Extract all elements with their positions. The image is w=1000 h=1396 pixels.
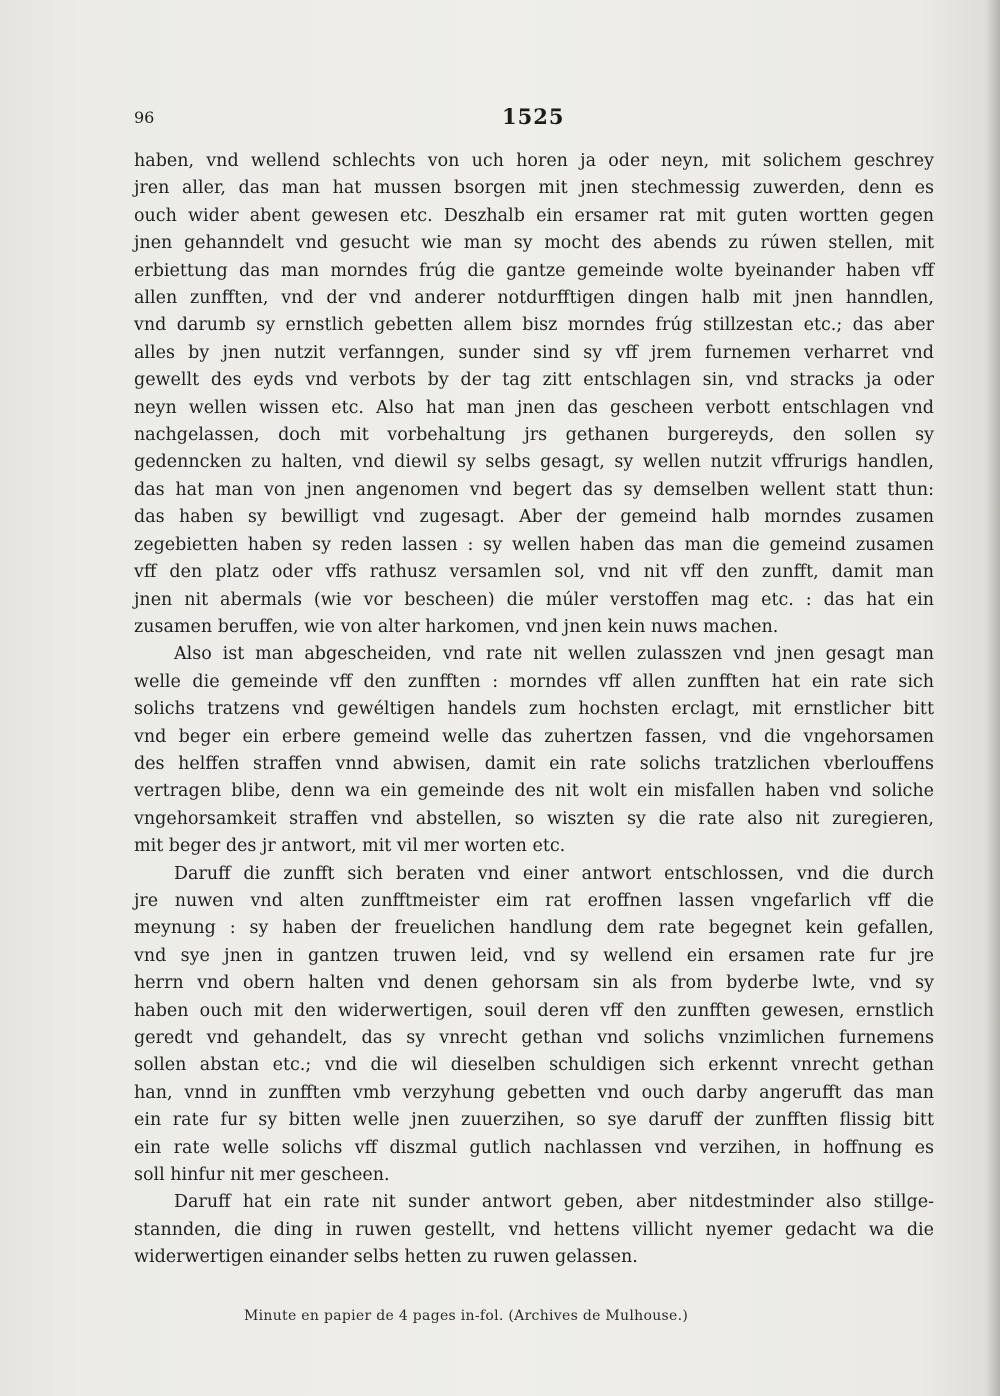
text-line: ein rate fur sy bitten welle jnen zuuerzihen, so sye daruff der zunfften flissig bitt (134, 1110, 934, 1131)
text-line: meynung : sy haben der freuelichen handlung dem rate begegnet kein gefallen, (134, 918, 934, 939)
text-line: jnen nit abermals (wie vor bescheen) die múler verstoffen mag etc. : das hat ein (134, 589, 934, 610)
text-line: soll hinfur nit mer gescheen. (134, 1165, 390, 1186)
text-line: gedenncken zu halten, vnd diewil sy selbs gesagt, sy wellen nutzit vffrurigs handlen, (134, 452, 934, 473)
text-line: vnd darumb sy ernstlich gebetten allem bisz morndes frúg stillzestan etc.; das aber (134, 315, 934, 336)
text-line: vnd sye jnen in gantzen truwen leid, vnd sy wellend ein ersamen rate fur jre (134, 945, 934, 966)
text-line: jren aller, das man hat mussen bsorgen mit jnen stechmessig zuwerden, denn es (134, 178, 934, 199)
text-line: das hat man von jnen angenomen vnd begert das sy demselben wellent statt thun: (134, 479, 934, 500)
text-line: stannden, die ding in ruwen gestellt, vnd hettens villicht nyemer gedacht wa die (134, 1219, 934, 1240)
text-line: Daruff die zunfft sich beraten vnd einer antwort entschlossen, vnd die durch (174, 863, 934, 884)
text-line: widerwertigen einander selbs hetten zu ruwen gelassen. (134, 1247, 638, 1268)
text-line: das haben sy bewilligt vnd zugesagt. Aber der gemeind halb morndes zusamen (134, 507, 934, 528)
text-line: Daruff hat ein rate nit sunder antwort geben, aber nitdestminder also stillge- (174, 1192, 934, 1213)
page-header (134, 104, 934, 134)
text-line: zusamen beruffen, wie von alter harkomen, vnd jnen kein nuws machen. (134, 616, 779, 637)
text-line: allen zunfften, vnd der vnd anderer notdurfftigen dingen halb mit jnen hanndlen, (134, 288, 934, 309)
text-line: erbiettung das man morndes frúg die gantze gemeinde wolte byeinander haben vff (134, 260, 934, 281)
body-text (134, 148, 934, 1272)
text-line: sollen abstan etc.; vnd die wil dieselben schuldigen sich erkennt vnrecht gethan (134, 1055, 934, 1076)
text-line: neyn wellen wissen etc. Also hat man jnen das gescheen verbott entschlagen vnd (134, 397, 934, 418)
text-line: han, vnnd in zunfften vmb verzyhung gebetten vnd ouch darby angerufft das man (134, 1082, 934, 1103)
text-line: vff den platz oder vffs rathusz versamlen sol, vnd nit vff den zunfft, damit man (134, 562, 934, 583)
text-line: geredt vnd gehandelt, das sy vnrecht gethan vnd solichs vnzimlichen furnemens (134, 1028, 934, 1048)
text-line: herrn vnd obern halten vnd denen gehorsam sin als from byderbe lwte, vnd sy (134, 973, 934, 994)
text-line: Also ist man abgescheiden, vnd rate nit wellen zulasszen vnd jnen gesagt man (174, 644, 934, 665)
text-line: nachgelassen, doch mit vorbehaltung jrs gethanen burgereyds, den sollen sy (134, 425, 934, 446)
text-line: haben ouch mit den widerwertigen, souil deren vff den zunfften gewesen, ernstlich (134, 1000, 934, 1021)
text-line: jnen gehanndelt vnd gesucht wie man sy mocht des abends zu rúwen stellen, mit (134, 233, 934, 254)
text-line: gewellt des eyds vnd verbots by der tag zitt entschlagen sin, vnd stracks ja oder (134, 370, 934, 391)
text-line: jre nuwen vnd alten zunfftmeister eim rat eroffnen lassen vngefarlich vff die (134, 890, 934, 911)
page-edge-shadow (986, 0, 1000, 1396)
text-line: vngehorsamkeit straffen vnd abstellen, so wiszten sy die rate also nit zuregieren, (134, 808, 934, 829)
source-note: Minute en papier de 4 pages in-fol. (Archives de Mulhouse.) (244, 1308, 689, 1324)
page-number: 96 (134, 108, 155, 127)
paragraph (134, 148, 934, 641)
text-line: mit beger des jr antwort, mit vil mer worten etc. (134, 836, 566, 857)
text-line: ouch wider abent gewesen etc. Deszhalb ein ersamer rat mit guten wortten gegen (134, 205, 934, 226)
text-line: des helffen straffen vnnd abwisen, damit ein rate solichs tratzlichen vberlouffens (134, 753, 934, 774)
paragraph (134, 1189, 934, 1271)
text-line: vertragen blibe, denn wa ein gemeinde des nit wolt ein misfallen haben vnd soliche (134, 781, 934, 802)
paragraph (134, 641, 934, 860)
text-line: ein rate welle solichs vff diszmal gutlich nachlassen vnd verzihen, in hoffnung es (134, 1137, 934, 1158)
text-line: vnd beger ein erbere gemeind welle das zuhertzen fassen, vnd die vngehorsamen (134, 726, 934, 747)
running-title-year: 1525 (502, 104, 565, 129)
text-line: alles by jnen nutzit verfanngen, sunder sind sy vff jrem furnemen verharret vnd (134, 342, 934, 363)
text-line: welle die gemeinde vff den zunfften : morndes vff allen zunfften hat ein rate sich (134, 671, 934, 692)
text-line: solichs tratzens vnd gewéltigen handels zum hochsten erclagt, mit ernstlicher bitt (134, 699, 934, 720)
text-line: zegebietten haben sy reden lassen : sy wellen haben das man die gemeind zusamen (134, 534, 934, 555)
paragraph (134, 861, 934, 1190)
text-line: haben, vnd wellend schlechts von uch horen ja oder neyn, mit solichem geschrey (134, 151, 934, 171)
